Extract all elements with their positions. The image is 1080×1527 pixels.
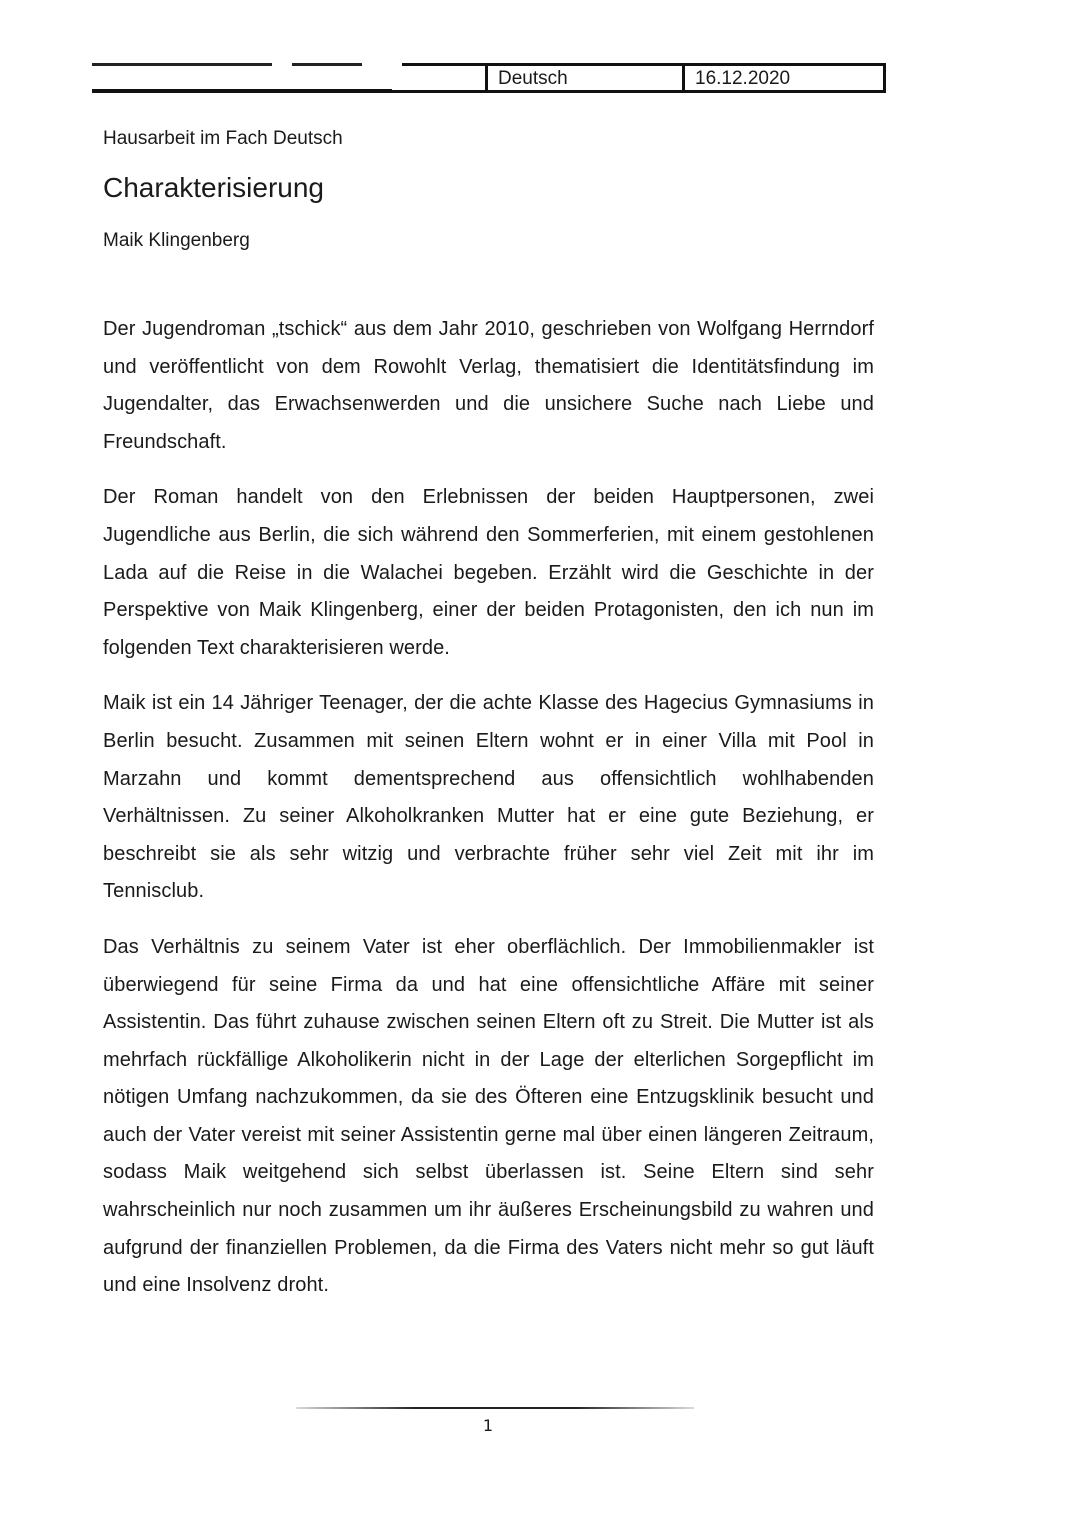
body-text [103, 311, 874, 1323]
page-number: 1 [482, 1416, 494, 1435]
document-label: Hausarbeit im Fach Deutsch [103, 128, 343, 149]
page-header [92, 63, 886, 93]
header-date: 16.12.2020 [682, 66, 883, 90]
document-author: Maik Klingenberg [103, 230, 250, 251]
header-table [402, 63, 886, 93]
redaction-stroke [292, 63, 362, 66]
footer-divider [296, 1407, 694, 1409]
redaction-stroke [92, 63, 272, 66]
paragraph: Der Roman handelt von den Erlebnissen der beiden Hauptpersonen, zwei Jugendliche aus Berlin, die sich während den Sommerferien, mit einem gestohlenen Lada auf die Reise in die Walachei begeben. Erzählt wird die Geschichte in der Perspektive von Maik Klingenberg, einer der beiden Protagonisten, den ich nun im folgenden Text charakterisieren werde. [103, 486, 874, 659]
paragraph: Der Jugendroman „tschick“ aus dem Jahr 2010, geschrieben von Wolfgang Herrndorf und veröffentlicht von dem Rowohlt Verlag, thematisiert die Identitätsfindung im Jugendalter, das Erwachsenwerden und die unsichere Suche nach Liebe und Freundschaft. [103, 318, 874, 453]
paragraph: Maik ist ein 14 Jähriger Teenager, der die achte Klasse des Hagecius Gymnasiums in Berlin besucht. Zusammen mit seinen Eltern wohnt er in einer Villa mit Pool in Marzahn und kommt dementsprechend aus offensichtlich wohlhabenden Verhältnissen. Zu seiner Alkoholkranken Mutter hat er eine gute Beziehung, er beschreibt sie als sehr witzig und verbrachte früher sehr viel Zeit mit ihr im Tennisclub. [103, 692, 874, 903]
paragraph: Das Verhältnis zu seinem Vater ist eher oberflächlich. Der Immobilienmakler ist überwiegend für seine Firma da und hat eine offensichtliche Affäre mit seiner Assistentin. Das führt zuhause zwischen seinen Eltern oft zu Streit. Die Mutter ist als mehrfach rückfällige Alkoholikerin nicht in der Lage der elterlichen Sorgepflicht im nötigen Umfang nachzukommen, da sie des Öfteren eine Entzugsklinik besucht und auch der Vater vereist mit seiner Assistentin gerne mal über einen längeren Zeitraum, sodass Maik weitgehend sich selbst überlassen ist. Seine Eltern sind sehr wahrscheinlich nur noch zusammen um ihr äußeres Erscheinungsbild zu wahren und aufgrund der finanziellen Problemen, da die Firma des Vaters nicht mehr so gut läuft und eine Insolvenz droht. [103, 935, 874, 1297]
document-title: Charakterisierung [103, 172, 324, 203]
header-subject: Deutsch [485, 66, 685, 90]
